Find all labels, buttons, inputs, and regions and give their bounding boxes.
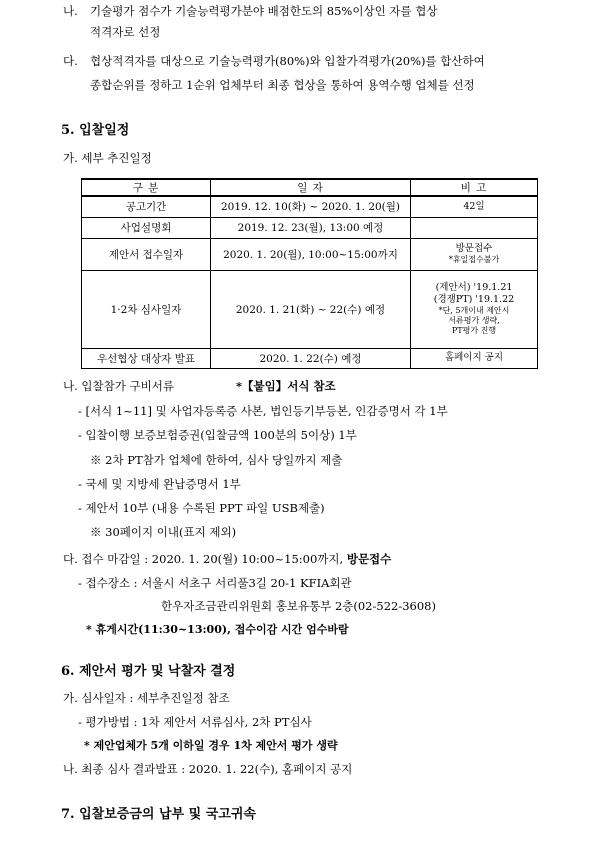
note-line: *단, 5개이내 제안시 — [438, 305, 510, 315]
doc-item-note: ※ 2차 PT참가 업체에 한하여, 심사 당일까지 제출 — [90, 453, 343, 467]
note-line: (제안서) '19.1.21 — [435, 282, 513, 294]
docs-reference: *【붙임】서식 참조 — [236, 379, 336, 393]
doc-item: - 국세 및 지방세 완납증명서 1부 — [78, 477, 241, 491]
eval-da-line2: 종합순위를 정하고 1순위 업체부터 최종 협상을 통하여 용역수행 업체를 선정 — [90, 78, 475, 92]
submission-place-line2: 한우자조금관리위원회 홍보유통부 2층(02-522-3608) — [161, 599, 436, 613]
section-7-title: 7. 입찰보증금의 납부 및 국고귀속 — [61, 807, 256, 822]
schedule-subtitle: 가. 세부 추진일정 — [63, 151, 152, 165]
review-date: 가. 심사일자 : 세부추진일정 참조 — [63, 691, 230, 705]
doc-item-note: ※ 30페이지 이내(표지 제외) — [90, 525, 237, 539]
row-note — [411, 270, 538, 348]
submission-place: - 접수장소 : 서울시 서초구 서리풀3길 20-1 KFIA회관 — [78, 576, 352, 590]
final-result-announcement: 나. 최종 심사 결과발표 : 2020. 1. 22(수), 홈페이지 공지 — [63, 762, 353, 776]
row-label: 제안서 접수일자 — [82, 238, 211, 270]
row-date: 2020. 1. 20(월), 10:00~15:00까지 — [211, 238, 411, 270]
row-date: 2019. 12. 23(월), 13:00 예정 — [211, 217, 411, 238]
header-remarks: 비 고 — [411, 179, 538, 196]
deadline-text: 다. 접수 마감일 : 2020. 1. 20(월) 10:00~15:00까지, — [63, 552, 344, 566]
eval-na-line1: 기술평가 점수가 기술능력평가분야 배점한도의 85%이상인 자를 협상 — [90, 4, 438, 18]
eval-da-line1: 협상적격자를 대상으로 기술능력평가(80%)와 입찰가격평가(20%)를 합산하여 — [90, 54, 485, 68]
note-line: 방문접수 — [455, 243, 493, 255]
row-note — [411, 348, 538, 368]
table-header-row — [82, 179, 538, 196]
table-row — [82, 348, 538, 368]
row-label: 우선협상 대상자 발표 — [82, 348, 211, 368]
table-row — [82, 196, 538, 217]
row-note — [411, 196, 538, 217]
doc-item: - 입찰이행 보증보험증권(입찰금액 100분의 5이상) 1부 — [78, 428, 357, 442]
row-label: 1·2차 심사일자 — [82, 270, 211, 348]
break-notice: * 휴게시간(11:30~13:00), 접수이감 시간 엄수바람 — [86, 623, 349, 636]
deadline-bold: 방문접수 — [346, 552, 392, 566]
table-row — [82, 217, 538, 238]
docs-title: 나. 입찰참가 구비서류 — [63, 379, 174, 393]
evaluation-method: - 평가방법 : 1차 제안서 서류심사, 2차 PT심사 — [78, 715, 312, 729]
row-note — [411, 217, 538, 238]
header-category: 구 분 — [82, 179, 211, 196]
evaluation-method-note: * 제안업체가 5개 이하일 경우 1차 제안서 평가 생략 — [84, 739, 338, 752]
row-date: 2020. 1. 21(화) ~ 22(수) 예정 — [211, 270, 411, 348]
row-label: 공고기간 — [82, 196, 211, 217]
row-note — [411, 238, 538, 270]
eval-da-label: 다. — [63, 54, 78, 68]
note-line: 서류평가 생략, — [448, 315, 500, 325]
header-date: 일 자 — [211, 179, 411, 196]
note-line: *휴일접수불가 — [448, 254, 500, 264]
deadline-line — [63, 554, 391, 566]
table-row — [82, 238, 538, 270]
note-line: 홈페이지 공지 — [444, 352, 504, 364]
schedule-table — [81, 178, 538, 369]
section-6-title: 6. 제안서 평가 및 낙찰자 결정 — [61, 664, 236, 679]
row-date: 2020. 1. 22(수) 예정 — [211, 348, 411, 368]
note-line: (경쟁PT) '19.1.22 — [433, 294, 515, 305]
eval-na-label: 나. — [63, 4, 78, 18]
note-line: PT평가 진행 — [451, 325, 497, 335]
row-date: 2019. 12. 10(화) ~ 2020. 1. 20(월) — [211, 196, 411, 217]
table-row — [82, 270, 538, 348]
eval-na-line2: 적격자로 선정 — [90, 25, 161, 39]
note-line: 42일 — [463, 200, 485, 212]
section-5-title: 5. 입찰일정 — [61, 123, 130, 138]
row-label: 사업설명회 — [82, 217, 211, 238]
doc-item: - 제안서 10부 (내용 수록된 PPT 파일 USB제출) — [78, 501, 325, 515]
doc-item: - [서식 1~11] 및 사업자등록증 사본, 법인등기부등본, 인감증명서 각 1부 — [78, 404, 448, 418]
